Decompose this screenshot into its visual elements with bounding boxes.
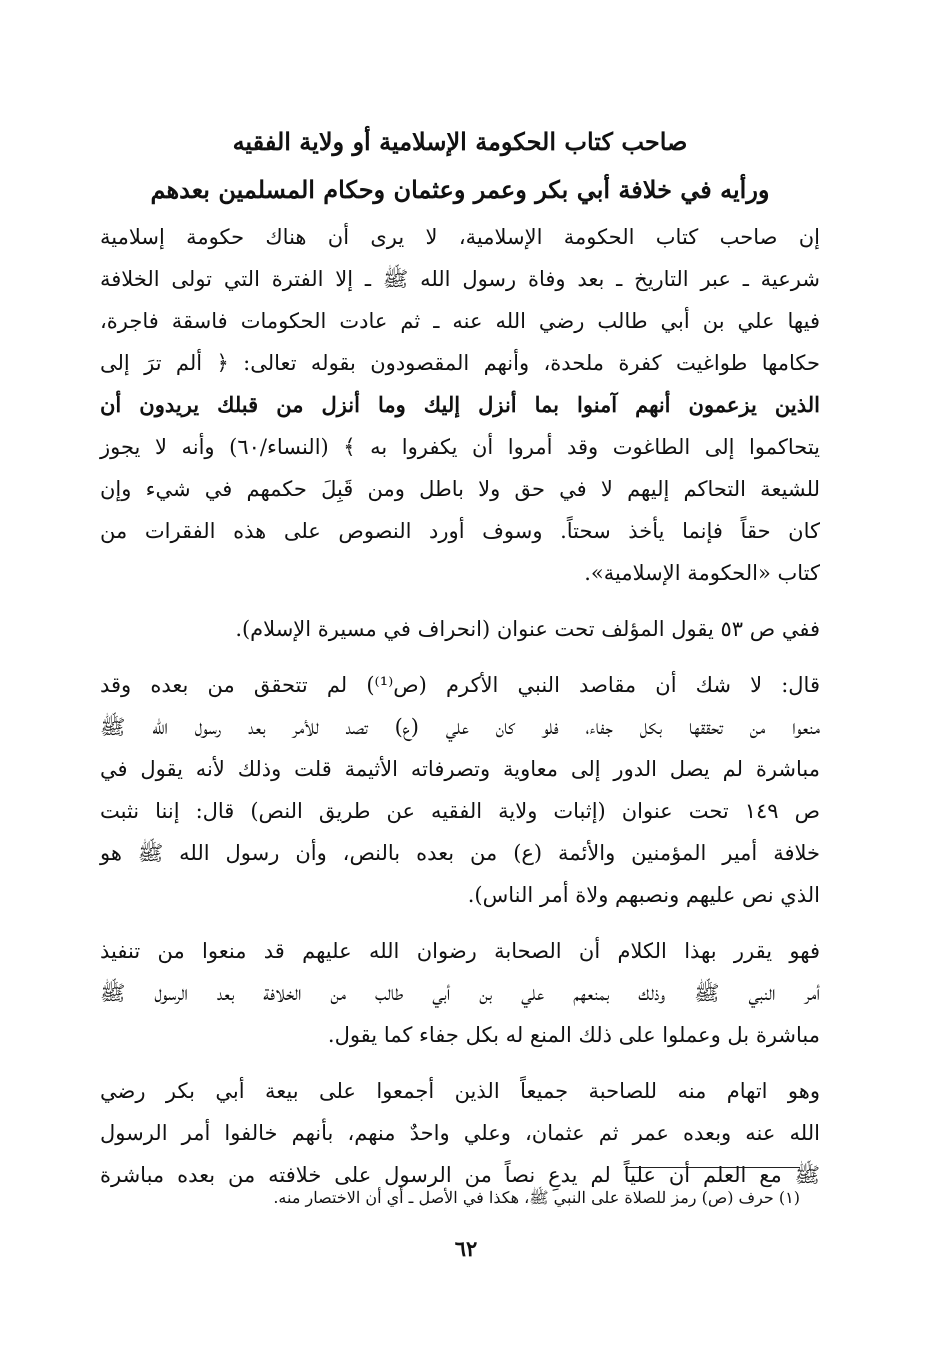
text-line: أمر النبي ﷺ وذلك بمنعهم علي بن أبي طالب من الخلافة بعد الرسول ﷺ — [100, 981, 820, 1005]
paragraph-3 — [100, 664, 820, 916]
text-line: الذي نص عليهم ونصبهم ولاة أمر الناس). — [467, 883, 820, 907]
text-line: فهو يقرر بهذا الكلام أن الصحابة رضوان الله عليهم قد منعوا من تنفيذ — [100, 939, 820, 963]
paragraph-4 — [100, 930, 820, 1056]
text-line: مباشرة لم يصل الدور إلى معاوية وتصرفاته الأثيمة قلت وذلك لأنه يقول في — [100, 757, 820, 781]
text-line: إن صاحب كتاب الحكومة الإسلامية، لا يرى أن هناك حكومة إسلامية — [100, 225, 820, 249]
text-line: مباشرة بل وعملوا على ذلك المنع له بكل جفاء كما يقول. — [327, 1023, 820, 1047]
text-line: حكامها طواغيت كفرة ملحدة، وأنهم المقصودون بقوله تعالى: ﴿ ألم ترَ إلى — [100, 351, 820, 375]
chapter-heading — [100, 118, 820, 214]
text-line: كتاب «الحكومة الإسلامية». — [584, 561, 820, 585]
text-line: يتحاكموا إلى الطاغوت وقد أمروا أن يكفروا به ﴾ (النساء/٦٠) وأنه لا يجوز — [100, 435, 820, 459]
text-line: للشيعة التحاكم إليهم لا في حق ولا باطل ومن قَبِلَ حكمهم في شيء وإن — [100, 477, 820, 501]
paragraph-5 — [100, 1070, 820, 1196]
footnote-divider — [625, 1167, 800, 1168]
text-line: ﷺ مع العلم أن علياً لم يدعِ نصاً من الرسول على خلافته من بعده مباشرة — [100, 1163, 820, 1187]
text-line: الله عنه وبعده عمر ثم عثمان، وعلي واحدٌ منهم، بأنهم خالفوا أمر الرسول — [100, 1121, 820, 1145]
title-line-2: ورأيه في خلافة أبي بكر وعمر وعثمان وحكام المسلمين بعدهم — [150, 175, 770, 204]
text-line: فيها علي بن أبي طالب رضي الله عنه ـ ثم عادت الحكومات فاسقة فاجرة، — [100, 309, 820, 333]
text-line: ففي ص ٥٣ يقول المؤلف تحت عنوان (انحراف في مسيرة الإسلام). — [235, 617, 820, 641]
footnote: (١) حرف (ص) رمز للصلاة على النبي ﷺ، هكذا في الأصل ـ أي أن الاختصار منه. — [273, 1188, 800, 1207]
text-line: خلافة أمير المؤمنين والأئمة (ع) من بعده بالنص، وأن رسول الله ﷺ هو — [100, 841, 820, 865]
title-line-1: صاحب كتاب الحكومة الإسلامية أو ولاية الفقيه — [232, 127, 688, 156]
text-line: كان حقاً فإنما يأخذ سحتاً. وسوف أورد النصوص على هذه الفقرات من — [100, 519, 820, 543]
text-line: ص ١٤٩ تحت عنوان (إثبات ولاية الفقيه عن طريق النص) قال: إننا نثبت — [100, 799, 820, 823]
paragraph-2 — [100, 608, 820, 650]
text-line: قال: لا شك أن مقاصد النبي الأكرم (ص⁽¹⁾) لم تتحقق من بعده وقد — [100, 673, 820, 697]
text-line: شرعية ـ عبر التاريخ ـ بعد وفاة رسول الله ﷺ ـ إلا الفترة التي تولى الخلافة — [100, 267, 820, 291]
quran-verse-line: الذين يزعمون أنهم آمنوا بما أنزل إليك وما أنزل من قبلك يريدون أن — [100, 392, 820, 417]
paragraph-1 — [100, 216, 820, 594]
page-number: ٦٢ — [454, 1236, 478, 1261]
text-line: وهو اتهام منه للصاحبة جميعاً الذين أجمعوا على بيعة أبي بكر رضي — [100, 1079, 820, 1103]
text-line: منعوا من تحققها بكل جفاء، فلو كان علي (ع) تصد للأمر بعد رسول الله ﷺ — [100, 715, 820, 739]
body-text — [100, 216, 820, 1196]
